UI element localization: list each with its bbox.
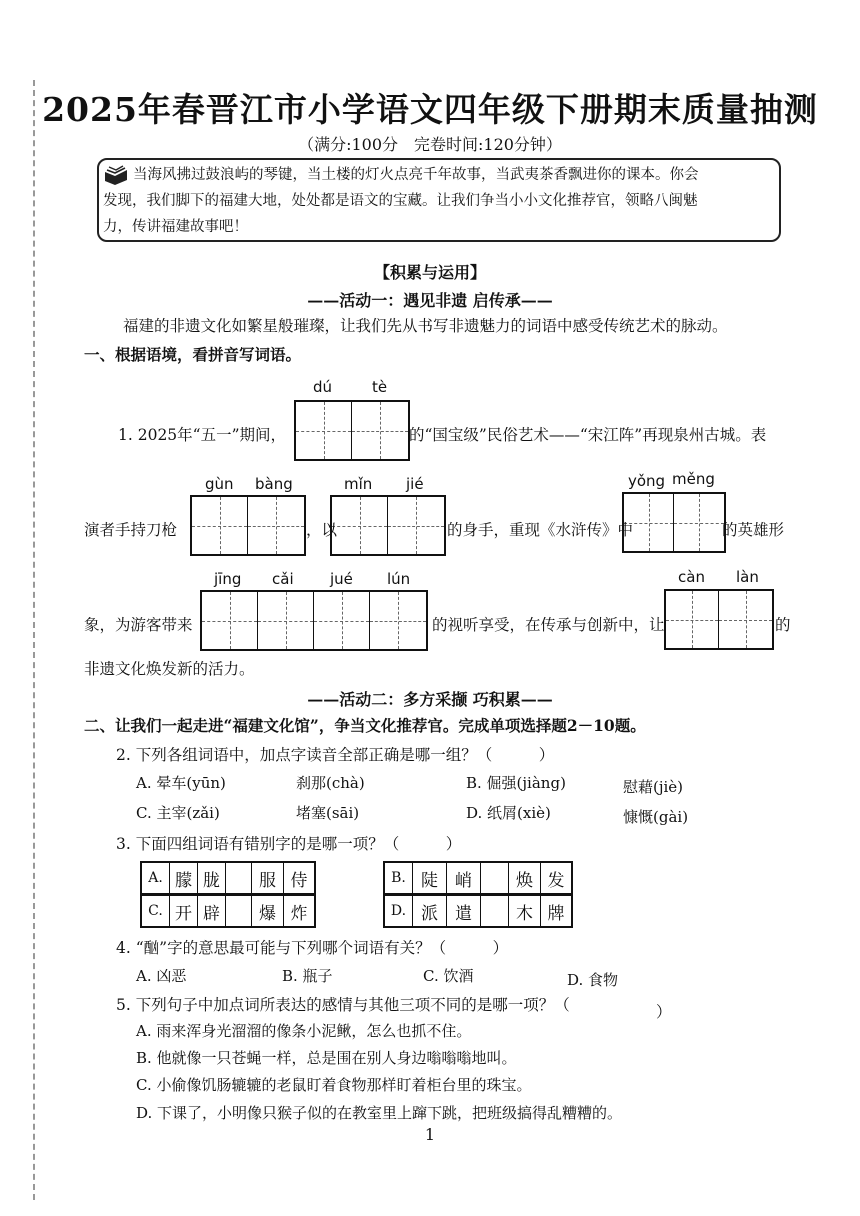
pinyin-jing: jīng <box>214 570 242 588</box>
page-number: 1 <box>424 1125 436 1144</box>
q3-stem: 3. 下面四组词语有错别字的是哪一项？（ ） <box>116 835 462 853</box>
page-title: 2025年春晋江市小学语文四年级下册期末质量抽测 <box>42 90 818 129</box>
writing-grid-5[interactable] <box>200 590 428 651</box>
intro-text-2: 发现，我们脚下的福建大地，处处都是语文的宝藏。让我们争当小小文化推荐官，领略八闽魅 <box>103 193 698 209</box>
q4-option-b: B. 瓶子 <box>282 967 333 985</box>
q1-text-2a: 演者手持刀枪 <box>84 521 178 539</box>
q3-option-d[interactable]: D. 派 遣 木 牌 <box>383 894 573 928</box>
writing-grid-3[interactable] <box>330 495 446 556</box>
activity-2-heading: ——活动二：多方采撷 巧积累—— <box>307 690 553 709</box>
q1-text-3a: 象，为游客带来 <box>84 616 193 634</box>
q4-option-c: C. 饮酒 <box>423 967 474 985</box>
q5-option-c: C. 小偷像饥肠辘辘的老鼠盯着食物那样盯着柜台里的珠宝。 <box>136 1076 532 1094</box>
q1-text-3c: 的 <box>775 616 791 634</box>
pinyin-can: càn <box>678 568 705 586</box>
intro-text-1: 当海风拂过鼓浪屿的琴键，当土楼的灯火点亮千年故事，当武夷茶香飘进你的课本。你会 <box>133 167 699 183</box>
question-1-heading: 一、根据语境，看拼音写词语。 <box>84 345 302 364</box>
q1-text-4: 非遗文化焕发新的活力。 <box>84 660 255 678</box>
q2-option-c2: 堵塞(sāi) <box>296 804 360 822</box>
q1-text-2c: 的身手，重现《水浒传》中 <box>447 521 634 539</box>
pinyin-du: dú <box>313 378 333 396</box>
q2-option-b2: 慰藉(jiè) <box>623 778 684 796</box>
writing-grid-1[interactable] <box>294 400 410 461</box>
q1-text-1b: 的“国宝级”民俗艺术——“宋江阵”再现泉州古城。表 <box>409 426 767 444</box>
intro-box <box>97 158 781 242</box>
pinyin-jue: jué <box>330 570 353 588</box>
pinyin-gun: gùn <box>205 475 234 493</box>
pinyin-meng: měng <box>672 470 715 488</box>
q5-option-d: D. 下课了，小明像只猴子似的在教室里上蹿下跳，把班级搞得乱糟糟的。 <box>136 1104 623 1122</box>
section-heading: 【积累与运用】 <box>373 263 486 282</box>
writing-grid-2[interactable] <box>190 495 306 556</box>
binding-line <box>33 80 35 1200</box>
q3-option-b[interactable]: B. 陡 峭 焕 发 <box>383 861 573 895</box>
q2-option-b1: B. 倔强(jiàng) <box>466 774 566 792</box>
pinyin-min: mǐn <box>344 475 373 493</box>
q3-option-a[interactable]: A. 朦 胧 服 侍 <box>140 861 316 895</box>
q5-stem: 5. 下列句子中加点词所表达的感情与其他三项不同的是哪一项？（ <box>116 996 570 1014</box>
q2-option-d1: D. 纸屑(xiè) <box>466 804 551 822</box>
q4-option-d: D. 食物 <box>567 971 619 989</box>
pinyin-jie: jié <box>406 475 424 493</box>
q5-option-a: A. 雨来浑身光溜溜的像条小泥鳅，怎么也抓不住。 <box>136 1022 472 1040</box>
activity-1-heading: ——活动一：遇见非遗 启传承—— <box>307 291 553 310</box>
exam-info: （满分:100分 完卷时间:120分钟） <box>298 135 562 154</box>
q4-stem: 4. “酗”字的意思最可能与下列哪个词语有关？（ ） <box>116 939 509 957</box>
q2-option-c1: C. 主宰(zǎi) <box>136 804 220 822</box>
q1-text-3b: 的视听享受，在传承与创新中，让 <box>432 616 665 634</box>
pinyin-bang: bàng <box>255 475 293 493</box>
q5-stem-end: ） <box>656 1003 672 1021</box>
intro-text-3: 力，传讲福建故事吧！ <box>103 219 248 235</box>
q1-text-2d: 的英雄形 <box>722 521 785 539</box>
q4-option-a: A. 凶恶 <box>136 967 187 985</box>
pinyin-cai: cǎi <box>272 570 294 588</box>
q3-option-c[interactable]: C. 开 辟 爆 炸 <box>140 894 316 928</box>
pinyin-lan: làn <box>736 568 759 586</box>
pinyin-lun: lún <box>387 570 411 588</box>
question-2-heading: 二、让我们一起走进“福建文化馆”，争当文化推荐官。完成单项选择题2－10题。 <box>84 716 646 735</box>
writing-grid-6[interactable] <box>664 589 774 650</box>
q1-text-1a: 1. 2025年“五一”期间， <box>118 426 287 444</box>
pinyin-te: tè <box>372 378 388 396</box>
q2-option-a2: 刹那(chà) <box>296 774 365 792</box>
pinyin-yong: yǒng <box>628 472 666 490</box>
book-icon <box>103 164 129 186</box>
q5-option-b: B. 他就像一只苍蝇一样，总是围在别人身边嗡嗡嗡地叫。 <box>136 1049 517 1067</box>
q2-stem: 2. 下列各组词语中，加点字读音全部正确是哪一组？（ ） <box>116 746 555 764</box>
writing-grid-4[interactable] <box>622 492 726 553</box>
q2-option-a1: A. 晕车(yūn) <box>136 774 226 792</box>
activity-1-lead: 福建的非遗文化如繁星般璀璨，让我们先从书写非遗魅力的词语中感受传统艺术的脉动。 <box>123 317 728 335</box>
q1-text-2b: ，以 <box>306 521 338 539</box>
q2-option-d2: 慷慨(gài) <box>623 808 689 826</box>
